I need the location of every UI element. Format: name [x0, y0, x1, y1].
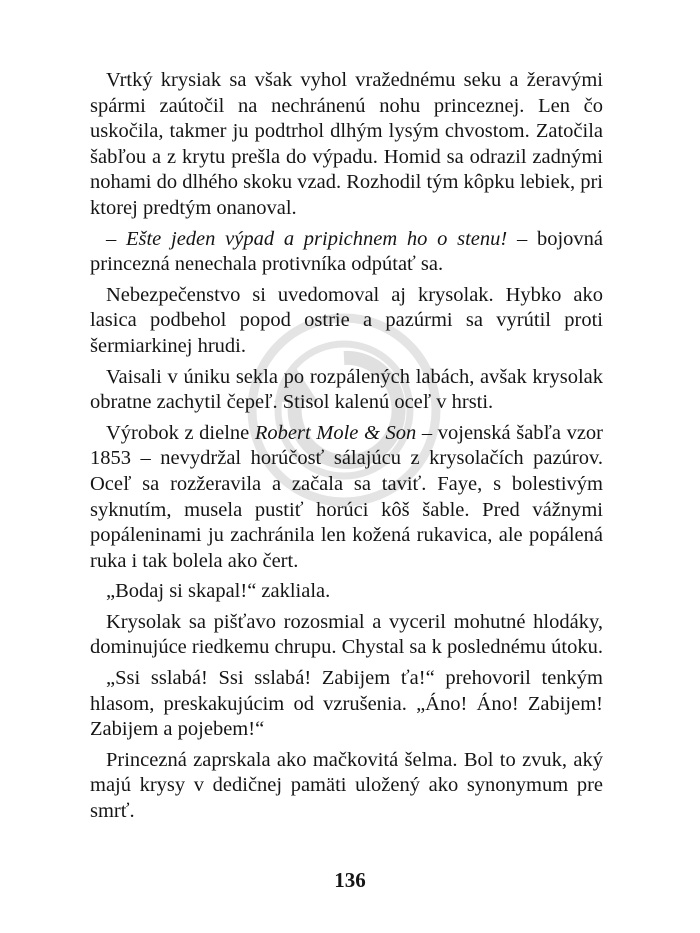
paragraph: – Ešte jeden výpad a pripichnem ho o stenu! – bojovná princezná nenechala protivníka odpútať sa. [90, 227, 603, 276]
paragraph: „Bodaj si skapal!“ zakliala. [106, 580, 331, 603]
paragraph: Vrtký krysiak sa však vyhol vražednému seku a žeravými spármi zaútočil na nechránenú nohu princeznej. Len čo uskočila, takmer ju podtrhol dlhým lysým chvostom. Zatočila šabľou a z krytu prešla do výpadu. Homid sa odrazil zadnými nohami do dlhého skoku vzad. Rozhodil tým kôpku lebiek, pri ktorej predtým onanoval. [90, 69, 604, 219]
paragraph: Nebezpečenstvo si uvedomoval aj krysolak. Hybko ako lasica podbehol popod ostrie a pazúrmi sa vyrútil proti šermiarkinej hrudi. [90, 283, 603, 357]
paragraph: Princezná zaprskala ako mačkovitá šelma. Bol to zvuk, aký majú krysy v dedičnej pamäti uložený ako synonymum pre smrť. [90, 748, 603, 823]
italic-brand: Robert Mole & Son [254, 421, 417, 444]
paragraph: Výrobok z dielne Robert Mole & Son – vojenská šabľa vzor 1853 – nevydržal horúčosť sálajúcu z krysolačích pazúrov. Oceľ sa rozžeravila a začala sa taviť. Faye, s bolestivým syknutím, musela pustiť horúci kôš šable. Pred vážnymi popáleninami ju zachránila len kožená rukavica, ale popálená ruka i tak bolela ako čert. [90, 421, 603, 572]
paragraph: Vaisali v úniku sekla po rozpálených labách, avšak krysolak obratne zachytil čepeľ. Stisol kalenú oceľ v hrsti. [90, 365, 603, 414]
body-text [90, 68, 603, 825]
page-number: 136 [334, 868, 366, 892]
paragraph: Krysolak sa pišťavo rozosmial a vyceril mohutné hlodáky, dominujúce riedkemu chrupu. Chystal sa k poslednému útoku. [90, 610, 603, 659]
paragraph: „Ssi sslabá! Ssi sslabá! Zabijem ťa!“ prehovoril tenkým hlasom, preskakujúcim od vzrušenia. „Áno! Áno! Zabijem! Zabijem a pojebem!“ [90, 667, 603, 741]
italic-speech: Ešte jeden výpad a pripichnem ho o stenu! [125, 227, 508, 250]
